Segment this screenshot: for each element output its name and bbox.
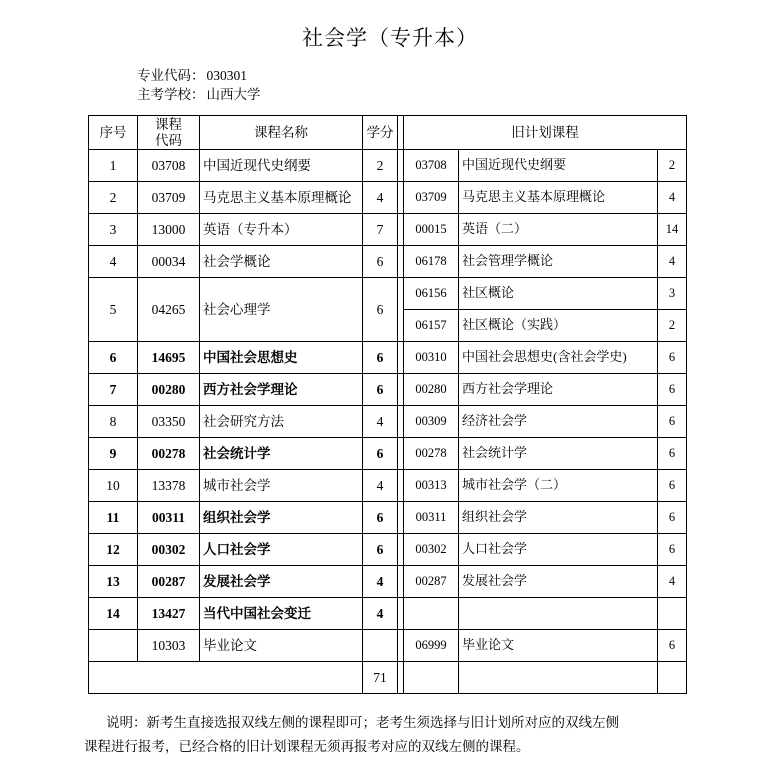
cell-credit: 7 bbox=[363, 214, 398, 246]
cell-old-credit: 4 bbox=[658, 246, 687, 278]
cell-course-code: 00302 bbox=[138, 534, 200, 566]
cell-old-code: 06157 bbox=[404, 310, 459, 342]
cell-course-name: 人口社会学 bbox=[200, 534, 363, 566]
header-course-code: 课程 代码 bbox=[138, 116, 200, 150]
cell-old-credit: 6 bbox=[658, 470, 687, 502]
table-row bbox=[89, 214, 687, 246]
table-row bbox=[89, 534, 687, 566]
cell-old-name: 社会统计学 bbox=[459, 438, 658, 470]
cell-old-name: 组织社会学 bbox=[459, 502, 658, 534]
cell-old-code bbox=[404, 598, 459, 630]
cell-credit: 4 bbox=[363, 406, 398, 438]
cell-old-name: 西方社会学理论 bbox=[459, 374, 658, 406]
table-row bbox=[89, 374, 687, 406]
cell-old-name: 马克思主义基本原理概论 bbox=[459, 182, 658, 214]
table-row bbox=[89, 438, 687, 470]
cell-old-code: 00278 bbox=[404, 438, 459, 470]
cell-no: 12 bbox=[89, 534, 138, 566]
cell-old-name: 中国社会思想史(含社会学史) bbox=[459, 342, 658, 374]
cell-old-code: 00313 bbox=[404, 470, 459, 502]
meta-major-code bbox=[137, 66, 780, 85]
course-plan-table bbox=[88, 115, 687, 694]
cell-course-name: 社会统计学 bbox=[200, 438, 363, 470]
meta-host-school bbox=[137, 85, 780, 104]
cell-course-code: 00034 bbox=[138, 246, 200, 278]
cell-course-name: 马克思主义基本原理概论 bbox=[200, 182, 363, 214]
cell-credit: 6 bbox=[363, 278, 398, 342]
cell-course-name: 社会研究方法 bbox=[200, 406, 363, 438]
cell-old-credit: 6 bbox=[658, 438, 687, 470]
cell-credit: 4 bbox=[363, 566, 398, 598]
cell-no: 13 bbox=[89, 566, 138, 598]
table-row bbox=[89, 566, 687, 598]
cell-old-code: 06999 bbox=[404, 630, 459, 662]
cell-no: 2 bbox=[89, 182, 138, 214]
meta-host-school-value: 山西大学 bbox=[206, 87, 261, 102]
footnote-line-1: 说明：新考生直接选报双线左侧的课程即可；老考生须选择与旧计划所对应的双线左侧 bbox=[106, 715, 619, 731]
table-row bbox=[89, 342, 687, 374]
cell-old-code: 06178 bbox=[404, 246, 459, 278]
cell-old-credit: 4 bbox=[658, 182, 687, 214]
cell-old-code: 00280 bbox=[404, 374, 459, 406]
cell-course-name: 中国社会思想史 bbox=[200, 342, 363, 374]
cell-credit: 4 bbox=[363, 598, 398, 630]
cell-course-code: 14695 bbox=[138, 342, 200, 374]
cell-course-code: 03350 bbox=[138, 406, 200, 438]
cell-no: 11 bbox=[89, 502, 138, 534]
cell-no: 7 bbox=[89, 374, 138, 406]
cell-old-code: 00310 bbox=[404, 342, 459, 374]
cell-course-name: 城市社会学 bbox=[200, 470, 363, 502]
cell-credit: 6 bbox=[363, 438, 398, 470]
cell-old-name: 中国近现代史纲要 bbox=[459, 150, 658, 182]
cell-old-credit bbox=[658, 598, 687, 630]
cell-old-name bbox=[459, 598, 658, 630]
table-row bbox=[89, 406, 687, 438]
cell-no: 5 bbox=[89, 278, 138, 342]
cell-no: 4 bbox=[89, 246, 138, 278]
page-title: 社会学（专升本） bbox=[302, 26, 478, 50]
cell-course-code: 04265 bbox=[138, 278, 200, 342]
cell-course-name: 当代中国社会变迁 bbox=[200, 598, 363, 630]
cell-old-name: 社区概论 bbox=[459, 278, 658, 310]
cell-old-code: 03708 bbox=[404, 150, 459, 182]
cell-course-name: 组织社会学 bbox=[200, 502, 363, 534]
table-row bbox=[89, 630, 687, 662]
table-row bbox=[89, 150, 687, 182]
cell-old-name: 社会管理学概论 bbox=[459, 246, 658, 278]
cell-total-old-name bbox=[459, 662, 658, 694]
cell-old-credit: 6 bbox=[658, 630, 687, 662]
cell-course-name: 英语（专升本） bbox=[200, 214, 363, 246]
cell-credit: 6 bbox=[363, 502, 398, 534]
cell-no: 14 bbox=[89, 598, 138, 630]
cell-no: 10 bbox=[89, 470, 138, 502]
cell-course-code: 03708 bbox=[138, 150, 200, 182]
cell-course-code: 00278 bbox=[138, 438, 200, 470]
meta-major-code-value: 030301 bbox=[206, 68, 247, 83]
cell-credit: 6 bbox=[363, 534, 398, 566]
meta-host-school-label: 主考学校： bbox=[137, 87, 205, 102]
cell-no: 6 bbox=[89, 342, 138, 374]
cell-old-name: 城市社会学（二） bbox=[459, 470, 658, 502]
cell-old-credit: 4 bbox=[658, 566, 687, 598]
cell-course-name: 社会心理学 bbox=[200, 278, 363, 342]
cell-old-name: 经济社会学 bbox=[459, 406, 658, 438]
cell-old-credit: 2 bbox=[658, 150, 687, 182]
cell-course-code: 13427 bbox=[138, 598, 200, 630]
table-row bbox=[89, 470, 687, 502]
header-course-name: 课程名称 bbox=[200, 116, 363, 150]
footnote-line-2: 课程进行报考，已经合格的旧计划课程无须再报考对应的双线左侧的课程。 bbox=[84, 739, 530, 755]
cell-course-name: 西方社会学理论 bbox=[200, 374, 363, 406]
header-credit: 学分 bbox=[363, 116, 398, 150]
cell-total-old-credit bbox=[658, 662, 687, 694]
cell-credit: 2 bbox=[363, 150, 398, 182]
header-old-plan: 旧计划课程 bbox=[404, 116, 687, 150]
table-row bbox=[89, 278, 687, 310]
cell-old-code: 00309 bbox=[404, 406, 459, 438]
cell-no: 3 bbox=[89, 214, 138, 246]
cell-old-code: 00302 bbox=[404, 534, 459, 566]
cell-credit: 6 bbox=[363, 246, 398, 278]
cell-old-name: 发展社会学 bbox=[459, 566, 658, 598]
table-row bbox=[89, 182, 687, 214]
cell-no bbox=[89, 630, 138, 662]
cell-course-name: 发展社会学 bbox=[200, 566, 363, 598]
cell-credit: 4 bbox=[363, 470, 398, 502]
cell-old-credit: 14 bbox=[658, 214, 687, 246]
meta-major-code-label: 专业代码： bbox=[137, 68, 205, 83]
cell-old-name: 英语（二） bbox=[459, 214, 658, 246]
course-plan-body bbox=[89, 116, 687, 694]
cell-credit: 4 bbox=[363, 182, 398, 214]
footnote bbox=[84, 711, 696, 759]
cell-old-credit: 6 bbox=[658, 534, 687, 566]
cell-course-code: 03709 bbox=[138, 182, 200, 214]
cell-total-old-code bbox=[404, 662, 459, 694]
cell-course-code: 10303 bbox=[138, 630, 200, 662]
cell-course-code: 13378 bbox=[138, 470, 200, 502]
cell-old-credit: 6 bbox=[658, 342, 687, 374]
cell-credit: 6 bbox=[363, 374, 398, 406]
cell-old-name: 毕业论文 bbox=[459, 630, 658, 662]
table-row bbox=[89, 246, 687, 278]
cell-old-credit: 2 bbox=[658, 310, 687, 342]
cell-old-credit: 6 bbox=[658, 502, 687, 534]
cell-total-credit: 71 bbox=[363, 662, 398, 694]
cell-credit: 6 bbox=[363, 342, 398, 374]
cell-course-name: 中国近现代史纲要 bbox=[200, 150, 363, 182]
cell-old-credit: 6 bbox=[658, 406, 687, 438]
table-row bbox=[89, 502, 687, 534]
cell-course-code: 13000 bbox=[138, 214, 200, 246]
cell-old-name: 社区概论（实践） bbox=[459, 310, 658, 342]
cell-no: 8 bbox=[89, 406, 138, 438]
cell-old-code: 00287 bbox=[404, 566, 459, 598]
cell-course-code: 00280 bbox=[138, 374, 200, 406]
cell-total-label bbox=[89, 662, 363, 694]
cell-no: 9 bbox=[89, 438, 138, 470]
cell-old-credit: 3 bbox=[658, 278, 687, 310]
cell-old-code: 00015 bbox=[404, 214, 459, 246]
cell-old-code: 00311 bbox=[404, 502, 459, 534]
cell-old-credit: 6 bbox=[658, 374, 687, 406]
cell-credit bbox=[363, 630, 398, 662]
cell-course-code: 00287 bbox=[138, 566, 200, 598]
cell-old-code: 06156 bbox=[404, 278, 459, 310]
table-row bbox=[89, 598, 687, 630]
cell-old-name: 人口社会学 bbox=[459, 534, 658, 566]
cell-old-code: 03709 bbox=[404, 182, 459, 214]
table-total-row bbox=[89, 662, 687, 694]
header-no: 序号 bbox=[89, 116, 138, 150]
cell-course-name: 毕业论文 bbox=[200, 630, 363, 662]
cell-course-name: 社会学概论 bbox=[200, 246, 363, 278]
table-header-row bbox=[89, 116, 687, 150]
document-meta bbox=[137, 66, 780, 104]
cell-no: 1 bbox=[89, 150, 138, 182]
cell-course-code: 00311 bbox=[138, 502, 200, 534]
